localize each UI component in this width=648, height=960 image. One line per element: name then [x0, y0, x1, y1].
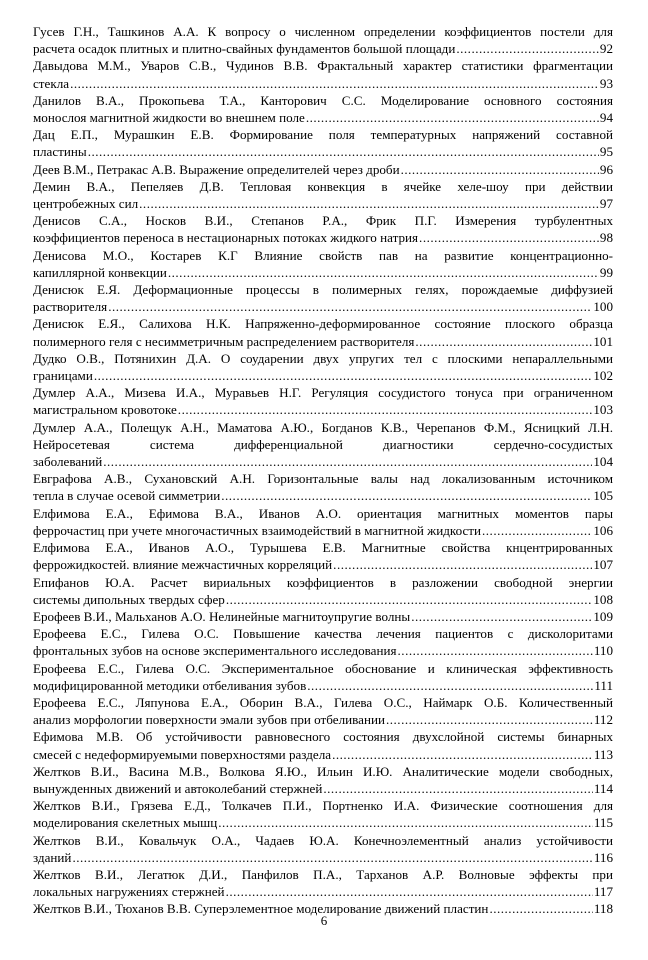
toc-entry [33, 574, 613, 608]
toc-entry-title-end: расчета осадок плитных и плитно-свайных фундаментов большой площади [33, 41, 456, 57]
toc-entry-title-end: капиллярной конвекции [33, 264, 167, 280]
toc-entry-page: 104 [593, 454, 613, 470]
dot-leader [333, 556, 592, 573]
dot-leader [411, 608, 592, 625]
toc-entry-page: 111 [594, 677, 613, 693]
dot-leader [226, 883, 593, 900]
toc-entry-page: 97 [599, 196, 613, 212]
toc-entry-page: 96 [599, 161, 613, 177]
toc-entry-title-end: моделирования скелетных мышц [33, 815, 218, 831]
toc-entry-title-start: Желтков В.И., Легатюк Д.И., Панфилов П.А., Тарханов А.Р. Волновые эффекты при [33, 866, 613, 882]
toc-entry-last-line [33, 195, 613, 212]
toc-entry-last-line [33, 591, 613, 608]
toc-entry-last-line [33, 746, 613, 763]
toc-entry-last-line [33, 40, 613, 57]
dot-leader [323, 780, 593, 797]
toc-entry-title-start: Елфимова Е.А., Ефимова В.А., Иванов А.О. ориентация магнитных моментов пары [33, 505, 613, 521]
toc-entry-last-line [33, 229, 613, 246]
toc-entry-last-line [33, 608, 613, 625]
toc-entry [33, 660, 613, 694]
toc-entry [33, 728, 613, 762]
toc-entry-last-line [33, 849, 613, 866]
toc-entry-title-start: Давыдова М.М., Уваров С.В., Чудинов В.В. Фрактальный характер статистики фрагментации [33, 58, 613, 74]
toc-entry-title-end: коэффициентов переноса в нестационарных потоках жидкого натрия [33, 230, 419, 246]
dot-leader [419, 229, 599, 246]
dot-leader [386, 711, 593, 728]
toc-entry-title-end: полимерного геля с несимметричным распределением растворителя [33, 333, 415, 349]
toc-entry [33, 178, 613, 212]
toc-entry-last-line [33, 780, 613, 797]
dot-leader [415, 333, 592, 350]
toc-entry-page: 100 [593, 299, 613, 315]
toc-entry-title-end: стекла [33, 75, 70, 91]
toc-entry-title-end: границами [33, 368, 93, 384]
dot-leader [108, 298, 592, 315]
toc-entry-last-line [33, 453, 613, 470]
toc-entry-title-start: Денисов С.А., Носков В.И., Степанов Р.А., Фрик П.Г. Измерения турбулентных [33, 213, 613, 229]
toc-entry-title-start: Евграфова А.В., Сухановский А.Н. Горизонтальные валы над локализованным источником [33, 471, 613, 487]
toc-entry-title-start: Денисюк Е.Я., Салихова Н.К. Напряженно-деформированное состояние плоского образца [33, 316, 613, 332]
toc-entry-last-line [33, 75, 613, 92]
toc-entry [33, 694, 613, 728]
dot-leader [398, 642, 593, 659]
dot-leader [218, 814, 593, 831]
dot-leader [70, 75, 599, 92]
table-of-contents [33, 23, 613, 918]
toc-entry-last-line [33, 161, 613, 178]
toc-entry [33, 126, 613, 160]
toc-entry-title-end: системы дипольных твердых сфер [33, 591, 225, 607]
toc-entry-title-end: центробежных сил [33, 196, 139, 212]
toc-entry-page: 118 [593, 901, 613, 917]
toc-entry-last-line [33, 487, 613, 504]
toc-entry [33, 470, 613, 504]
toc-entry-page: 109 [593, 608, 613, 624]
dot-leader [178, 401, 593, 418]
toc-entry-title-start: Желтков В.И., Васина М.В., Волкова Я.Ю., Ильин И.Ю. Аналитические модели свободных, [33, 763, 613, 779]
dot-leader [168, 264, 599, 281]
toc-entry-page: 106 [593, 522, 613, 538]
toc-entry-title-end: Деев В.М., Петракас А.В. Выражение определителей через дроби [33, 161, 400, 177]
toc-entry [33, 281, 613, 315]
toc-entry [33, 23, 613, 57]
toc-entry-title-start: Гусев Г.Н., Ташкинов А.А. К вопросу о численном определении коэффициентов постели для [33, 24, 613, 39]
toc-entry [33, 608, 613, 625]
toc-entry-page: 116 [593, 849, 613, 865]
toc-entry [33, 315, 613, 349]
toc-entry-title-end: смесей с недеформируемыми поверхностями раздела [33, 746, 332, 762]
toc-entry-page: 99 [599, 264, 613, 280]
toc-entry-last-line [33, 814, 613, 831]
toc-entry-page: 92 [599, 41, 613, 57]
toc-entry-last-line [33, 143, 613, 160]
dot-leader [94, 367, 593, 384]
toc-entry-page: 112 [593, 712, 613, 728]
toc-entry-page: 105 [593, 488, 613, 504]
toc-entry-title-end: растворителя [33, 299, 108, 315]
toc-entry-page: 115 [593, 815, 613, 831]
toc-entry-title-start: Думлер А.А., Мизева И.А., Муравьев Н.Г. Регуляция сосудистого тонуса при ограниченном [33, 385, 613, 401]
toc-entry-page: 110 [593, 643, 613, 659]
toc-entry-page: 113 [593, 746, 613, 762]
toc-entry-page: 114 [593, 780, 613, 796]
dot-leader [482, 522, 592, 539]
toc-entry-title-start: Ефимова М.В. Об устойчивости равновесного состояния двухслойной системы бинарных [33, 729, 613, 745]
page-number: 6 [320, 913, 328, 928]
toc-entry-title-start: Ерофеева Е.С., Ляпунова Е.А., Оборин В.А., Гилева О.С., Наймарк О.Б. Количественный [33, 694, 613, 710]
toc-entry-title-start: Данилов В.А., Прокопьева Т.А., Канторович С.С. Моделирование основного состояния [33, 92, 613, 108]
toc-entry [33, 505, 613, 539]
toc-entry [33, 384, 613, 418]
toc-entry [33, 797, 613, 831]
toc-entry [33, 247, 613, 281]
toc-entry-title-end: анализ морфологии поверхности эмали зубов при отбеливании [33, 712, 385, 728]
toc-entry-page: 103 [593, 402, 613, 418]
toc-entry [33, 832, 613, 866]
toc-entry-page: 94 [599, 110, 613, 126]
toc-entry-title-end: тепла в случае осевой симметрии [33, 488, 221, 504]
dot-leader [456, 40, 599, 57]
dot-leader [401, 161, 599, 178]
toc-entry [33, 212, 613, 246]
toc-entry-page: 95 [599, 144, 613, 160]
dot-leader [72, 849, 592, 866]
toc-entry-page: 101 [593, 333, 613, 349]
toc-entry-last-line [33, 883, 613, 900]
toc-entry-title-end: феррожидкостей. влияние межчастичных корреляций [33, 557, 333, 573]
toc-entry-title-end: зданий [33, 849, 72, 865]
toc-entry-title-start: Денисюк Е.Я. Деформационные процессы в полимерных гелях, порождаемые диффузией [33, 282, 613, 298]
toc-entry [33, 161, 613, 178]
toc-entry-last-line [33, 711, 613, 728]
dot-leader [103, 453, 592, 470]
toc-entry-title-end: заболеваний [33, 454, 103, 470]
toc-entry-page: 117 [593, 884, 613, 900]
toc-entry-page: 93 [599, 75, 613, 91]
toc-entry-title-end: фронтальных зубов на основе экспериментального исследования [33, 643, 397, 659]
toc-entry-title-end: феррочастиц при учете многочастичных взаимодействий в магнитной жидкости [33, 522, 481, 538]
toc-entry-title-start: Демин В.А., Пепеляев Д.В. Тепловая конвекция в ячейке хеле-шоу при действии [33, 178, 613, 194]
toc-entry-title-start: Желтков В.И., Грязева Е.Д., Толкачев П.И., Портненко И.А. Физические соотношения для [33, 798, 613, 814]
dot-leader [332, 746, 593, 763]
toc-entry-title-end: вынужденных движений и автоколебаний стержней [33, 780, 323, 796]
toc-entry-page: 107 [593, 557, 613, 573]
toc-entry-page: 108 [593, 591, 613, 607]
dot-leader [307, 677, 593, 694]
toc-entry-title-start: Дудко О.В., Потянихин Д.А. О соударении двух упругих тел с плоскими непараллельными [33, 350, 613, 366]
toc-entry-last-line [33, 109, 613, 126]
toc-entry-title-end: монослоя магнитной жидкости во внешнем поле [33, 110, 305, 126]
toc-entry-title-start: Дац Е.П., Мурашкин Е.В. Формирование поля температурных напряжений составной [33, 127, 613, 143]
toc-entry-title-start: Епифанов Ю.А. Расчет вириальных коэффициентов в разложении свободной энергии [33, 574, 613, 590]
toc-entry [33, 625, 613, 659]
toc-entry-last-line [33, 677, 613, 694]
toc-entry-last-line [33, 522, 613, 539]
dot-leader [88, 143, 599, 160]
toc-entry [33, 866, 613, 900]
toc-entry-last-line [33, 642, 613, 659]
toc-entry-last-line [33, 556, 613, 573]
toc-entry-title-end: магистральном кровотоке [33, 402, 177, 418]
toc-entry-page: 102 [593, 368, 613, 384]
toc-entry [33, 92, 613, 126]
toc-entry [33, 539, 613, 573]
toc-entry-title-start: Думлер А.А., Полещук А.Н., Маматова А.Ю., Богданов К.В., Черепанов Ф.М., Ясницкий Л.Н. Нейросетевая система дифференциальной диагностики сердечно-сосудистых [33, 419, 613, 452]
dot-leader [139, 195, 599, 212]
toc-entry-title-end: Ерофеев В.И., Мальханов А.О. Нелинейные магнитоупругие волны [33, 608, 411, 624]
toc-entry-last-line [33, 264, 613, 281]
toc-entry-last-line [33, 333, 613, 350]
toc-entry-title-start: Ерофеева Е.С., Гилева О.С. Повышение качества лечения пациентов с дисколоритами [33, 626, 613, 642]
toc-entry-last-line [33, 298, 613, 315]
toc-entry-title-end: модифицированной методики отбеливания зубов [33, 677, 307, 693]
toc-entry [33, 57, 613, 91]
toc-entry-title-end: Желтков В.И., Тюханов В.В. Суперэлементное моделирование движений пластин [33, 901, 489, 917]
dot-leader [306, 109, 599, 126]
toc-entry-title-start: Денисова М.О., Костарев К.Г Влияние свойств пав на развитие концентрационно- [33, 247, 613, 263]
toc-entry [33, 419, 613, 471]
toc-entry-last-line [33, 367, 613, 384]
toc-entry [33, 763, 613, 797]
dot-leader [226, 591, 593, 608]
toc-entry-title-start: Желтков В.И., Ковальчук О.А., Чадаев Ю.А. Конечноэлементный анализ устойчивости [33, 832, 613, 848]
toc-entry [33, 350, 613, 384]
toc-entry-title-start: Ерофеева Е.С., Гилева О.С. Экспериментальное обоснование и клиническая эффективность [33, 660, 613, 676]
toc-entry-title-end: локальных нагружениях стержней [33, 884, 225, 900]
toc-entry-page: 98 [599, 230, 613, 246]
toc-entry-title-end: пластины [33, 144, 87, 160]
toc-entry-title-start: Елфимова Е.А., Иванов А.О., Турышева Е.В. Магнитные свойства кнцентрированных [33, 540, 613, 556]
dot-leader [221, 487, 592, 504]
toc-entry-last-line [33, 401, 613, 418]
